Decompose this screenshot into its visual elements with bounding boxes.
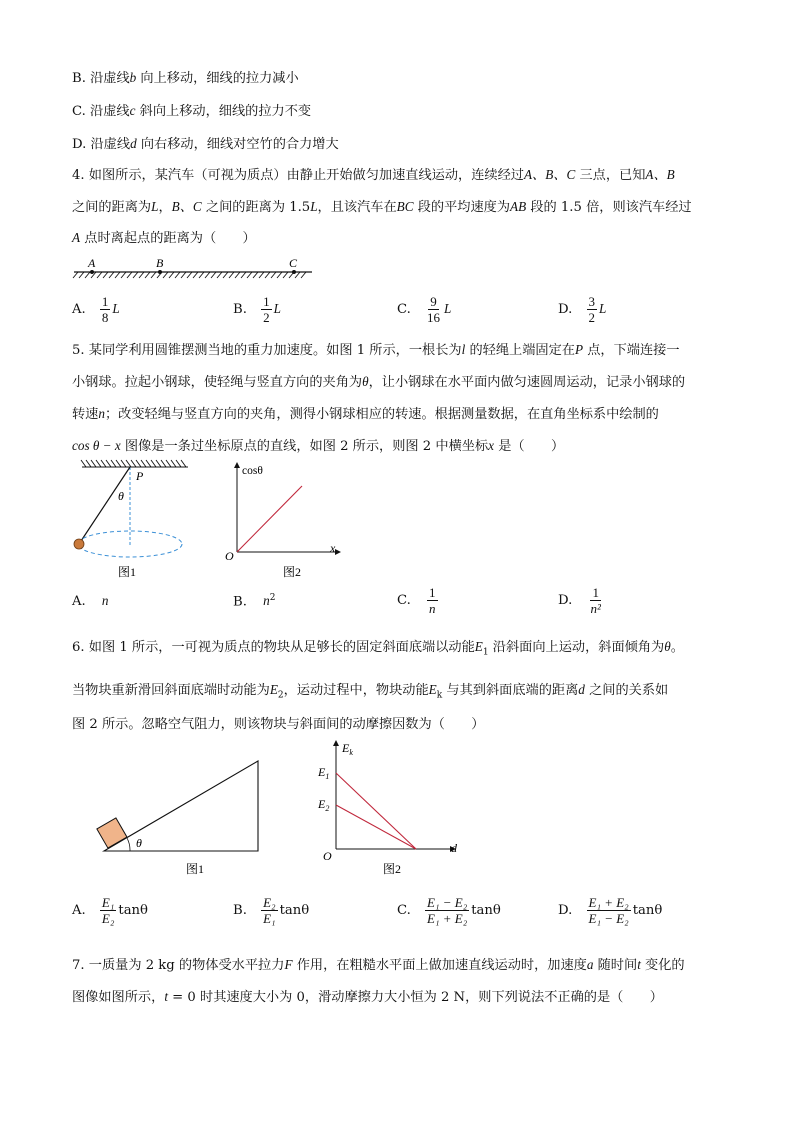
- q6-fig1-caption: 图1: [186, 862, 205, 876]
- q5-fig1-p: P: [136, 469, 144, 483]
- q5-text-line4: cos θ − x 图像是一条过坐标原点的直线，如图 2 所示，则图 2 中横坐标x 是（ ）: [72, 438, 565, 454]
- q5-fig2-origin: O: [225, 549, 234, 563]
- q5-option-b[interactable]: B. $n^2$: [233, 593, 276, 610]
- q4-point-a: [90, 270, 94, 274]
- q4-label-b: B: [156, 256, 164, 270]
- q6-block: [97, 818, 127, 848]
- q5-option-a[interactable]: A. n: [72, 593, 109, 609]
- q6-figure2: [310, 738, 470, 880]
- q6-fig2-xlabel: d: [451, 841, 457, 855]
- q5-fig2-xlabel: x: [330, 541, 336, 555]
- q6-text-line3: 图 2 所示。忽略空气阻力，则该物块与斜面间的动摩擦因数为（ ）: [72, 717, 485, 732]
- q7-text-line1: 7. 一质量为 2 kg 的物体受水平拉力F 作用，在粗糙水平面上做加速直线运动时，加速度a 随时间t 变化的: [72, 957, 685, 973]
- q4-text-line3: A 点时离起点的距离为（ ）: [72, 230, 256, 246]
- q4-option-d[interactable]: D. $\frac{3}{2}$ L: [558, 294, 607, 325]
- q5-fig1-caption: 图1: [118, 565, 137, 579]
- q6-fig2-e1: $E_1$: [318, 765, 330, 781]
- q5-text-line3: 转速n；改变轻绳与竖直方向的夹角，测得小钢球相应的转速。根据测量数据，在直角坐标系中绘制的: [72, 406, 659, 422]
- q5-option-c[interactable]: C. $\frac{1}{n}$: [397, 585, 436, 616]
- q6-text-line2: 当物块重新滑回斜面底端时动能为$E_2$，运动过程中，物块动能$E_k$ 与其到斜面底端的距离d 之间的关系如: [72, 682, 669, 701]
- q4-label-c: C: [289, 256, 298, 270]
- q3-option-b: B. 沿虚线b 向上移动，细线的拉力减小: [72, 70, 299, 86]
- q5-fig2-caption: 图2: [283, 565, 302, 579]
- q6-fig1-theta: θ: [136, 836, 142, 850]
- q3-option-d: D. 沿虚线d 向右移动，细线对空竹的合力增大: [72, 136, 339, 152]
- q4-point-c: [292, 270, 296, 274]
- q5-ball: [74, 539, 84, 549]
- q6-option-a[interactable]: A. $\frac{\text{E₁}}{\text{E₂}}$ tanθ: [72, 895, 148, 926]
- q6-fig2-ylabel: $E_k$: [342, 741, 353, 757]
- q4-figure: [72, 255, 317, 279]
- q6-fig2-e2: $E_2$: [318, 797, 330, 813]
- q5-fig2-ylabel: cosθ: [242, 465, 263, 477]
- q5-text-line2: 小钢球。拉起小钢球，使轻绳与竖直方向的夹角为θ，让小钢球在水平面内做匀速圆周运动，记录小钢球的: [72, 374, 686, 390]
- q5-text-line1: 5. 某同学利用圆锥摆测当地的重力加速度。如图 1 所示，一根长为l 的轻绳上端固定在P 点，下端连接一: [72, 342, 680, 358]
- q4-option-b[interactable]: B. $\frac{1}{2}$ L: [233, 294, 281, 325]
- q5-figure1: [70, 458, 190, 583]
- q6-text-line1: 6. 如图 1 所示，一可视为质点的物块从足够长的固定斜面底端以动能$E_1$ 沿斜面向上运动，斜面倾角为θ。: [72, 639, 684, 658]
- q6-figure1: [90, 755, 270, 880]
- q4-option-c[interactable]: C. $\frac{9}{16}$ L: [397, 294, 452, 325]
- q6-fig2-caption: 图2: [383, 862, 402, 876]
- q5-figure2: [220, 458, 345, 583]
- q7-text-line2: 图像如图所示，t = 0 时其速度大小为 0，滑动摩擦力大小恒为 2 N，则下列说法不正确的是（ ）: [72, 989, 663, 1005]
- q5-fig2-line: [237, 486, 302, 552]
- q6-fig2-origin: O: [323, 849, 332, 863]
- q3-option-c: C. 沿虚线c 斜向上移动，细线的拉力不变: [72, 103, 312, 119]
- q4-label-a: A: [88, 256, 96, 270]
- q5-option-d[interactable]: D. $\frac{1}{\text{n²}}$: [558, 585, 601, 616]
- q4-option-a[interactable]: A. $\frac{1}{8}$ L: [72, 294, 120, 325]
- q4-text-line2: 之间的距离为L，B、C 之间的距离为 1.5L，且该汽车在BC 段的平均速度为AB 段的 1.5 倍，则该汽车经过: [72, 199, 692, 215]
- q6-option-c[interactable]: C. $\frac{\text{E₁ − E₂}}{\text{E₁ + E₂}}$ tanθ: [397, 895, 501, 926]
- q4-point-b: [158, 270, 162, 274]
- q6-option-b[interactable]: B. $\frac{\text{E₂}}{\text{E₁}}$ tanθ: [233, 895, 310, 926]
- q4-text-line1: 4. 如图所示，某汽车（可视为质点）由静止开始做匀加速直线运动，连续经过A、B、C 三点，已知A、B: [72, 167, 675, 183]
- q6-option-d[interactable]: D. $\frac{\text{E₁ + E₂}}{\text{E₁ − E₂}}$ tanθ: [558, 895, 663, 926]
- q5-fig1-theta: θ: [118, 489, 124, 503]
